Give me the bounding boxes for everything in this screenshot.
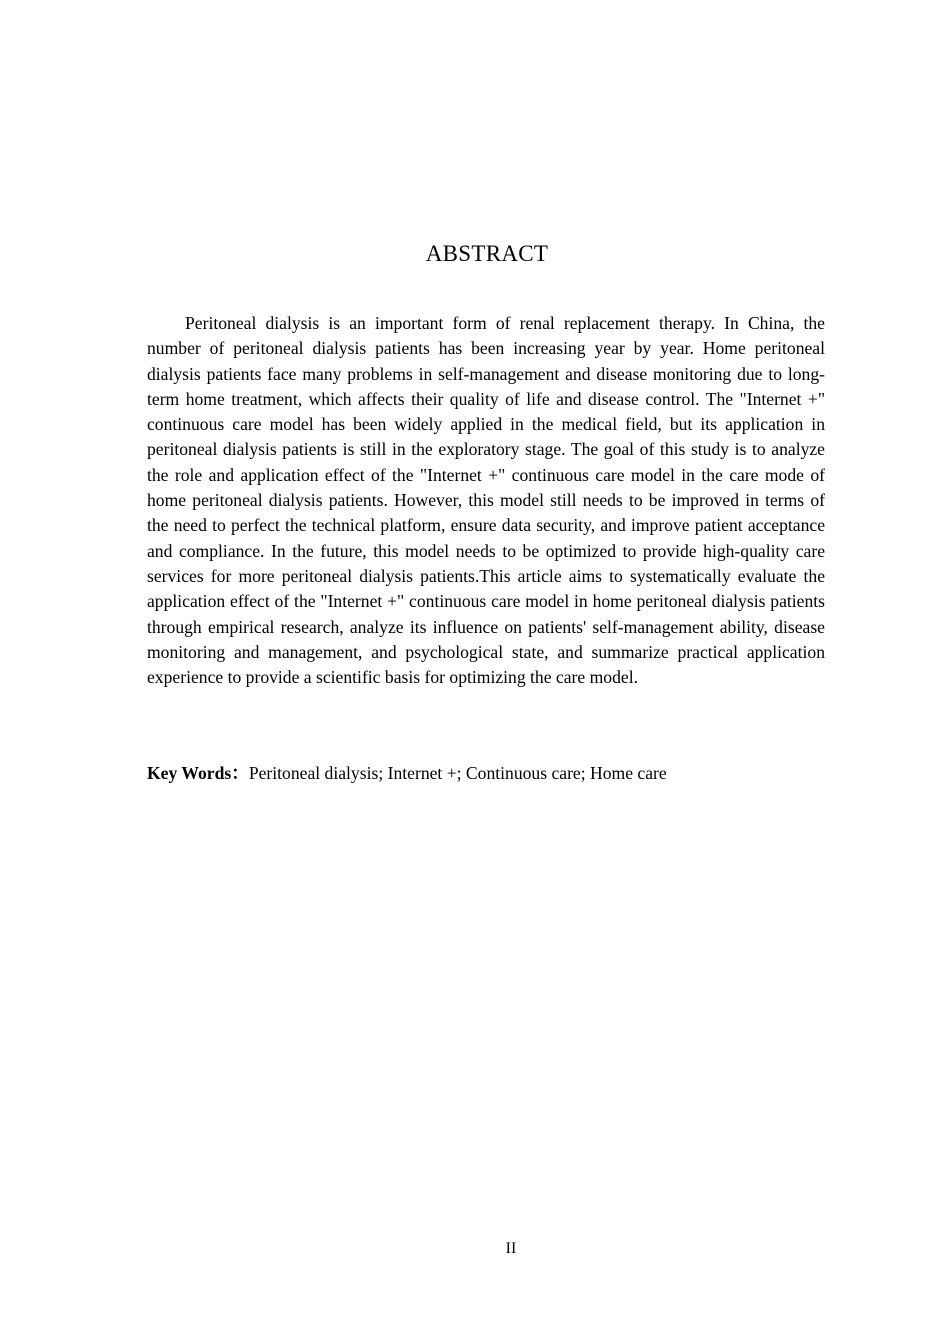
keywords-line: [147, 761, 825, 786]
keywords-label: Key Words：: [147, 763, 249, 783]
abstract-paragraph: Peritoneal dialysis is an important form of renal replacement therapy. In China, the number of peritoneal dialysis patients has been increasing year by year. Home peritoneal dialysis patients face many problems in self-management and disease monitoring due to long-term home treatment, which affects their quality of life and disease control. The "Internet +" continuous care model has been widely applied in the medical field, but its application in peritoneal dialysis patients is still in the exploratory stage. The goal of this study is to analyze the role and application effect of the "Internet +" continuous care model in the care mode of home peritoneal dialysis patients. However, this model still needs to be improved in terms of the need to perfect the technical platform, ensure data security, and improve patient acceptance and compliance. In the future, this model needs to be optimized to provide high-quality care services for more peritoneal dialysis patients.This article aims to systematically evaluate the application effect of the "Internet +" continuous care model in home peritoneal dialysis patients through empirical research, analyze its influence on patients' self-management ability, disease monitoring and management, and psychological state, and summarize practical application experience to provide a scientific basis for optimizing the care model.: [147, 313, 825, 688]
page-number: II: [505, 1240, 517, 1257]
keywords-list: Peritoneal dialysis; Internet +; Continuous care; Home care: [248, 763, 667, 783]
abstract-title: ABSTRACT: [425, 241, 549, 266]
